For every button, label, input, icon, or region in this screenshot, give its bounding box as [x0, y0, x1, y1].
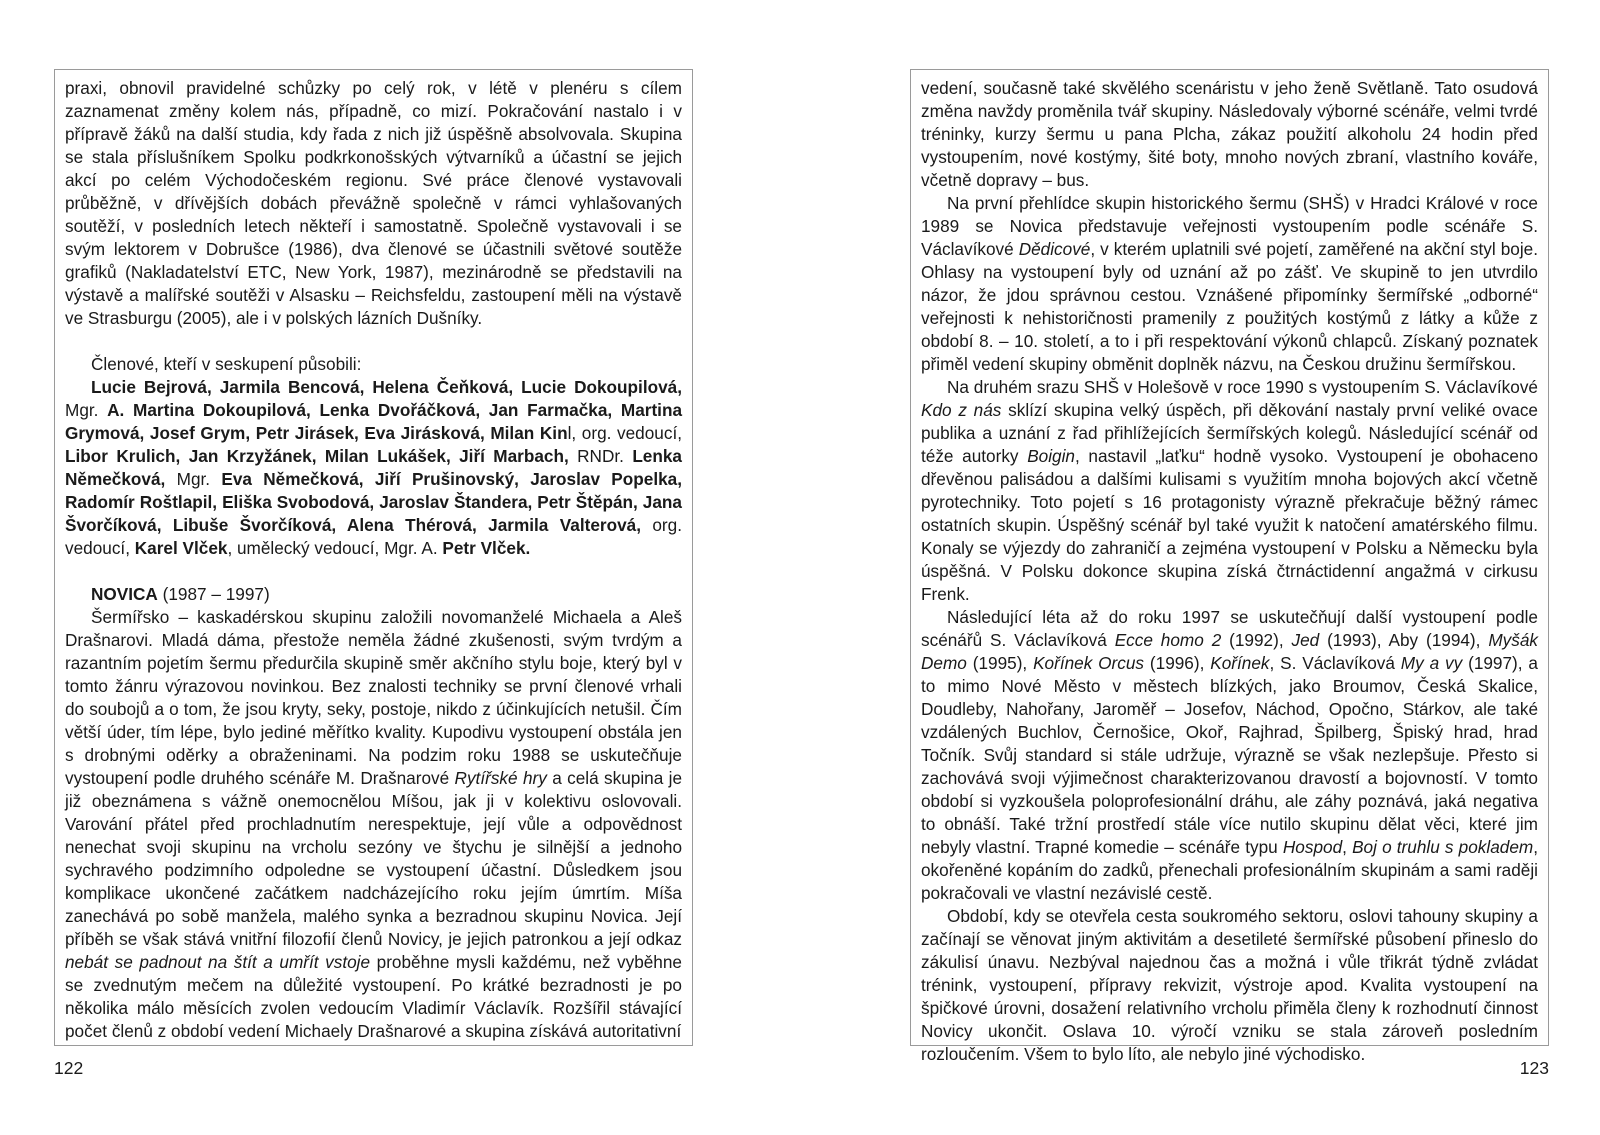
paragraph [921, 905, 1538, 1066]
text-run: Na druhém srazu SHŠ v Holešově v roce 1990 s vystoupením S. Václavíkové [947, 377, 1538, 397]
text-run: org. vedoucí, [65, 515, 682, 558]
bold-run: NOVICA [91, 584, 158, 604]
text-run: (1997), a to mimo Nové Město v městech blízkých, jako Broumov, Česká Skalice, Doudleby, Nahořany, Jaroměř – Josefov, Náchod, Opočno, Stárkov, ale také vzdálených Buchlov, Černošice, Okoř, Rajhrad, Špilberg, Špiský hrad, hrad Točník. Svůj standard si stále udržuje, výrazně se však nezlepšuje. Přesto si zachovává svoji výjimečnost charakterizovanou dravostí a bojovností. V tomto období si vyzkoušela poloprofesionální dráhu, ale záhy poznává, jaká negativa to obnáší. Také tržní prostředí stále více nutilo skupinu dělat věci, které jim nebyly vlastní. Trapné komedie – scénáře typu [921, 653, 1538, 857]
italic-run: Kdo z nás [921, 400, 1002, 420]
text-run: , v kterém uplatnili své pojetí, zaměřené na akční styl boje. Ohlasy na vystoupení byly od uznání až po zášť. Ve skupině to jen utvrdilo názor, že jdou správnou cestou. Vznášené připomínky šermířské „odborné“ veřejnosti k nehistoričnosti pramenily z použitých kostýmů z látky a kůže z období 8. – 10. století, a to i při respektování výkonů chlapců. Získaný poznatek přiměl vedení skupiny obměnit doplněk názvu, na Českou družinu šermířskou. [921, 239, 1538, 374]
bold-run: A. Martina Dokoupilová, Lenka Dvořáčková, Jan Farmačka, Martina Grymová, Josef Grym, Petr Jirásek, Eva Jirásková, Milan Kin [65, 400, 682, 443]
text-run: Období, kdy se otevřela cesta soukromého sektoru, oslovi tahouny skupiny a začínají se věnovat jiným aktivitám a desetileté šermířské působení přineslo do zákulisí únavu. Nezbýval najednou čas a možná i vůle třikrát týdně zvládat trénink, vystoupení, přípravy rekvizit, výstroje apod. Kvalita vystoupení na špičkové úrovni, dosažení relativního vrcholu přiměla členy k rozhodnutí činnost Novicy ukončit. Oslava 10. výročí vzniku se stala zároveň posledním rozloučením. Všem to bylo líto, ale nebylo jiné východisko. [921, 906, 1538, 1064]
bold-run: Libor Krulich, Jan Krzyžánek, Milan Lukášek, Jiří Marbach, [65, 446, 569, 466]
italic-run: Dědicové [1018, 239, 1091, 259]
italic-run: Hospod [1282, 837, 1343, 857]
text-run: Šermířsko – kaskadérskou skupinu založili novomanželé Michaela a Aleš Drašnarovi. Mladá dáma, přestože neměla žádné zkušenosti, svým tvrdým a razantním pojetím šermu předurčila skupině směr akčního stylu boje, který byl v tomto žánru výrazovou novinkou. Bez znalosti techniky se první členové vrhali do soubojů a o tom, že jsou kryty, seky, postoje, nikdo z účinkujících netušil. Čím větší úder, tím lépe, bylo jediné měřítko kvality. Kupodivu vystoupení obstála jen s drobnými oděrky a obraženinami. Na podzim roku 1988 se uskutečňuje vystoupení podle druhého scénáře M. Drašnarové [65, 607, 682, 788]
paragraph [921, 192, 1538, 376]
members-intro [65, 353, 682, 376]
text-run: Mgr. [65, 400, 108, 420]
text-run: Na první přehlídce skupin historického šermu (SHŠ) v Hradci Králové v roce 1989 se Novica představuje veřejnosti vystoupením podle scénáře S. Václavíkové [921, 193, 1538, 259]
text-run: , S. Václavíková [1269, 653, 1401, 673]
bold-run: Lucie Bejrová, Jarmila Bencová, Helena Čeňková, Lucie Dokoupilová, [91, 377, 682, 397]
right-page-column [921, 77, 1538, 1066]
italic-run: Boj o truhlu s pokladem [1352, 837, 1534, 857]
italic-run: My a vy [1400, 653, 1463, 673]
text-run: , [1342, 837, 1353, 857]
left-page-text-frame [54, 69, 693, 1046]
italic-run: nebát se padnout na štít a umřít vstoje [65, 952, 371, 972]
text-run: (1987 – 1997) [157, 584, 270, 604]
text-run: (1992), [1221, 630, 1292, 650]
italic-run: Jed [1291, 630, 1320, 650]
text-run: l, org. vedoucí, [567, 423, 682, 443]
italic-run: Myšák Demo [921, 630, 1538, 673]
page-number-left: 122 [54, 1058, 84, 1078]
text-run: praxi, obnovil pravidelné schůzky po celý rok, v létě v plenéru s cílem zaznamenat změny kolem nás, případně, co mizí. Pokračování nastalo i v přípravě žáků na další studia, kdy řada z nich již úspěšně absolvovala. Skupina se stala příslušníkem Spolku podkrkonošských výtvarníků a účastní se jejich akcí po celém Východočeském regionu. Své práce členové vystavovali průběžně, v dřívějších dobách převážně společně v rámci vyhlašovaných soutěží, v posledních letech někteří i samostatně. Společně vystavovali i se svým lektorem v Dobrušce (1986), dva členové se účastnili světové soutěže grafiků (Nakladatelství ETC, New York, 1987), mezinárodně se představili na výstavě a malířské soutěži v Alsasku – Reichsfeldu, zastoupení měli na výstavě ve Strasburgu (2005), ale i v polských lázních Dušníky. [65, 78, 682, 328]
left-page-column [65, 77, 682, 1043]
paragraph [921, 606, 1538, 905]
bold-run: Karel Vlček [134, 538, 228, 558]
italic-run: Kořínek Orcus [1033, 653, 1145, 673]
text-run: (1996), [1144, 653, 1211, 673]
section-heading-novica [65, 583, 682, 606]
italic-run: Rytířské hry [454, 768, 547, 788]
italic-run: Ecce homo 2 [1114, 630, 1222, 650]
text-run: , umělecký vedoucí, Mgr. A. [227, 538, 443, 558]
text-run: sklízí skupina velký úspěch, při děkování nastaly první veliké ovace publika a uznání z řad přihlížejících šermířských kolegů. Následující scénář od téže autorky [921, 400, 1538, 466]
italic-run: Kořínek [1210, 653, 1270, 673]
text-run: vedení, současně také skvělého scenáristu v jeho ženě Světlaně. Tato osudová změna navždy proměnila tvář skupiny. Následovaly výborné scénáře, velmi tvrdé tréninky, kurzy šermu u pana Plcha, zákaz použití alkoholu 24 hodin před vystoupením, nové kostýmy, šité boty, mnoho nových zbraní, vlastního kováře, včetně dopravy – bus. [921, 78, 1538, 190]
members-list [65, 376, 682, 560]
text-run: (1995), [966, 653, 1034, 673]
text-run: Mgr. [165, 469, 222, 489]
text-run: proběhne mysli každému, než vyběhne se zvednutým mečem na důležité vystoupení. Po krátké bezradnosti je po několika málo měsících zvolen vedoucím Vladimír Václavík. Rozšířil stávající počet členů z období vedení Michaely Drašnarové a skupina získává autoritativní [65, 952, 682, 1041]
right-page-text-frame [910, 69, 1549, 1064]
text-run: Následující léta až do roku 1997 se uskutečňují další vystoupení podle scénářů S. Václavíková [921, 607, 1538, 650]
bold-run: Petr Vlček. [442, 538, 531, 558]
bold-run: Lenka Němečková, [65, 446, 682, 489]
italic-run: Boigin [1027, 446, 1075, 466]
paragraph [921, 376, 1538, 606]
text-run: Členové, kteří v seskupení působili: [91, 354, 362, 374]
text-run: a celá skupina je již obeznámena s vážně onemocnělou Míšou, jak ji v kolektivu oslovovali. Varování přátel před prochladnutím nerespektuje, její vůle a odpovědnost nenechat svoji skupinu na vrcholu sezóny ve štychu je silnější a jednoho sychravého podzimního odpoledne se vystoupení účastní. Důsledkem jsou komplikace ukončené začátkem nadcházejícího roku jejím úmrtím. Míša zanechává po sobě manžela, malého synka a bezradnou skupinu Novica. Její příběh se však stává vnitřní filozofií členů Novicy, je jejich patronkou a její odkaz [65, 768, 683, 949]
text-run: (1993), Aby (1994), [1319, 630, 1489, 650]
paragraph [65, 77, 682, 330]
page-number-right: 123 [1519, 1058, 1549, 1078]
text-run: , okořeněné kopáním do zadků, přenechali profesionálním skupinám a sami raději pokračovali ve vlastní nezávislé cestě. [921, 837, 1538, 903]
paragraph [921, 77, 1538, 192]
bold-run: Eva Němečková, Jiří Prušinovský, Jaroslav Popelka, Radomír Roštlapil, Eliška Svobodová, Jaroslav Štandera, Petr Štěpán, Jana Švorčíková, Libuše Švorčíková, Alena Thérová, Jarmila Valterová, [65, 469, 682, 535]
text-run: RNDr. [568, 446, 633, 466]
paragraph [65, 606, 682, 1043]
text-run: , nastavil „laťku“ hodně vysoko. Vystoupení je obohaceno dřevěnou palisádou a dalšími kulisami s využitím mnoha bojových akcí včetně pyrotechniky. Toto pojetí s 16 protagonisty výrazně překračuje běžný rámec ostatních skupin. Úspěšný scénář byl také využit k natočení amatérského filmu. Konaly se výjezdy do zahraničí a zejména vystoupení v Polsku a Německu byla úspěšná. V Polsku dokonce skupina získá čtrnáctidenní angažmá v cirkusu Frenk. [921, 446, 1539, 604]
